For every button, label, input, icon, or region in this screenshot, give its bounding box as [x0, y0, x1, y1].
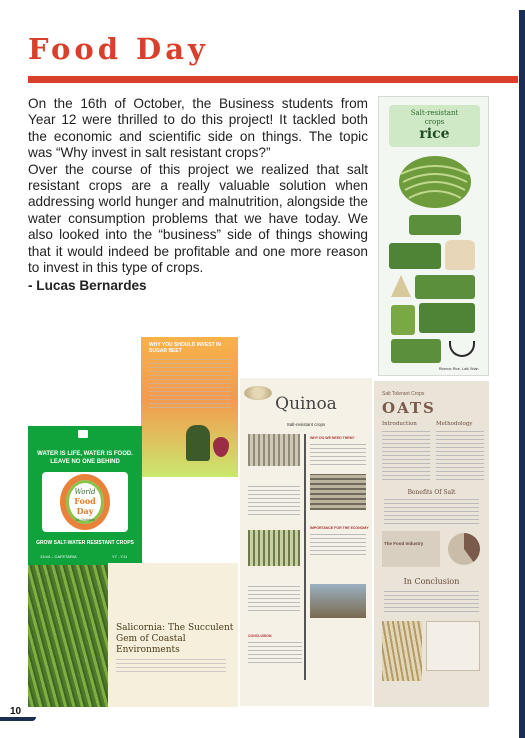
oats-conclusion-heading: In Conclusion [403, 577, 460, 586]
rice-footer-text: Ricerca: Rice, Lutti, Brian [439, 367, 479, 371]
quinoa-people-image [310, 584, 366, 618]
oats-benefits-heading: Benefits Of Salt [407, 489, 456, 496]
wfd-footer-left: 13:44 – CAFETARIA [40, 554, 77, 559]
oats-revolution-box [382, 531, 440, 567]
oats-conclusion-lines [384, 591, 479, 613]
salicornia-text-lines [116, 659, 226, 673]
oats-col1-lines [382, 431, 430, 481]
wfd-badge-line3: Day [76, 506, 94, 516]
article-paragraph-2: Over the course of this project we realized that salt resistant crops are a really valuable solution when addressing world hunger and malnutrition, alongside the water consumption problems that we have today. We also looked into the “business” side of things showing that it would indeed be profitable and one more reason to invest in this type of crops. [28, 161, 368, 276]
quinoa-text-lines-3 [310, 534, 366, 558]
rice-heading-line1: Salt-resistant [410, 109, 459, 117]
wfd-slogan: WATER IS LIFE, WATER IS FOOD. LEAVE NO ONE BEHIND [37, 451, 133, 465]
rice-text-block-2 [389, 243, 441, 269]
poster-sugar-beet [141, 337, 238, 477]
quinoa-text-lines-5 [248, 642, 302, 664]
oats-revolution-heading: The Food Industry [384, 541, 424, 546]
poster-quinoa [240, 378, 372, 706]
salicornia-title: Salicornia: The Succulent Gem of Coastal Environments [116, 623, 234, 655]
poster-rice [378, 96, 489, 376]
sugar-beet-heading: WHY YOU SHOULD INVEST IN SUGAR BEET [149, 342, 222, 354]
rice-field-image [391, 305, 415, 335]
quinoa-subtitle: Salt-resistant crops [286, 422, 326, 427]
rice-sack-image [445, 240, 475, 270]
wfd-badge-date: 16 October [75, 517, 95, 522]
article-paragraph-1: On the 16th of October, the Business students from Year 12 were thrilled to do this project! It tackled both the economic and scientific side on things. The topic was “Why invest in salt resistant crops?” [28, 96, 368, 161]
rice-dumpling-image [391, 275, 411, 297]
page-title: Food Day [28, 32, 209, 66]
article-body [28, 96, 368, 295]
wfd-badge-line2: Food [74, 496, 96, 506]
rice-text-block-3 [415, 275, 475, 299]
salicornia-plant-image [28, 565, 108, 707]
poster-salicornia [108, 563, 238, 707]
quinoa-field-image-1 [248, 434, 300, 466]
rice-heading-line2: crops [424, 118, 445, 126]
oats-plant-image [382, 621, 422, 681]
page-number: 10 [10, 706, 22, 717]
article-author: - Lucas Bernardes [28, 278, 147, 294]
quinoa-text-lines-1 [310, 444, 366, 468]
quinoa-grains-image [244, 386, 272, 400]
wfd-badge-line1: World [74, 488, 96, 496]
oats-col2-heading: Methodology [436, 421, 473, 427]
quinoa-field-image-2 [310, 474, 366, 510]
rice-text-block-5 [391, 339, 441, 363]
quinoa-text-lines-4 [248, 586, 300, 614]
sugar-beet-farmer-image [186, 425, 210, 461]
oats-title: OATS [382, 399, 436, 417]
oats-table-box [426, 621, 480, 671]
sugar-beet-text-lines [149, 359, 231, 411]
oats-growth-chart-icon [448, 533, 480, 565]
oats-benefits-lines [384, 499, 479, 525]
oats-col2-lines [436, 431, 484, 481]
quinoa-heading-3: CONCLUSION [248, 634, 272, 638]
poster-world-food-day [28, 426, 142, 567]
rice-terraces-image [397, 152, 473, 210]
sugar-beet-image [213, 437, 229, 457]
poster-oats [374, 381, 489, 707]
rice-bowl-icon [449, 341, 475, 357]
oats-kicker: Salt Tolerant Crops [382, 391, 425, 397]
rice-crop-name: rice [419, 126, 450, 142]
rice-text-block-1 [409, 215, 461, 235]
page-number-accent [0, 717, 36, 721]
oats-col1-heading: Introduction [382, 421, 417, 427]
rice-text-block-4 [419, 303, 475, 333]
quinoa-field-image-3 [248, 530, 300, 566]
wfd-footer-right: Y7 - Y11 [112, 554, 128, 559]
quinoa-timeline [304, 434, 306, 680]
quinoa-heading-1: WHY DO WE NEED THEM? [310, 436, 355, 440]
page-edge-bar [519, 10, 525, 738]
quinoa-text-lines-2 [248, 486, 300, 516]
quinoa-heading-2: IMPORTANCE FOR THE ECONOMY [310, 526, 369, 530]
quinoa-title: Quinoa [275, 394, 337, 414]
wfd-cta: GROW SALT-WATER RESISTANT CROPS [36, 540, 134, 546]
title-underline [28, 76, 518, 83]
wfd-logo-icon [78, 430, 88, 438]
